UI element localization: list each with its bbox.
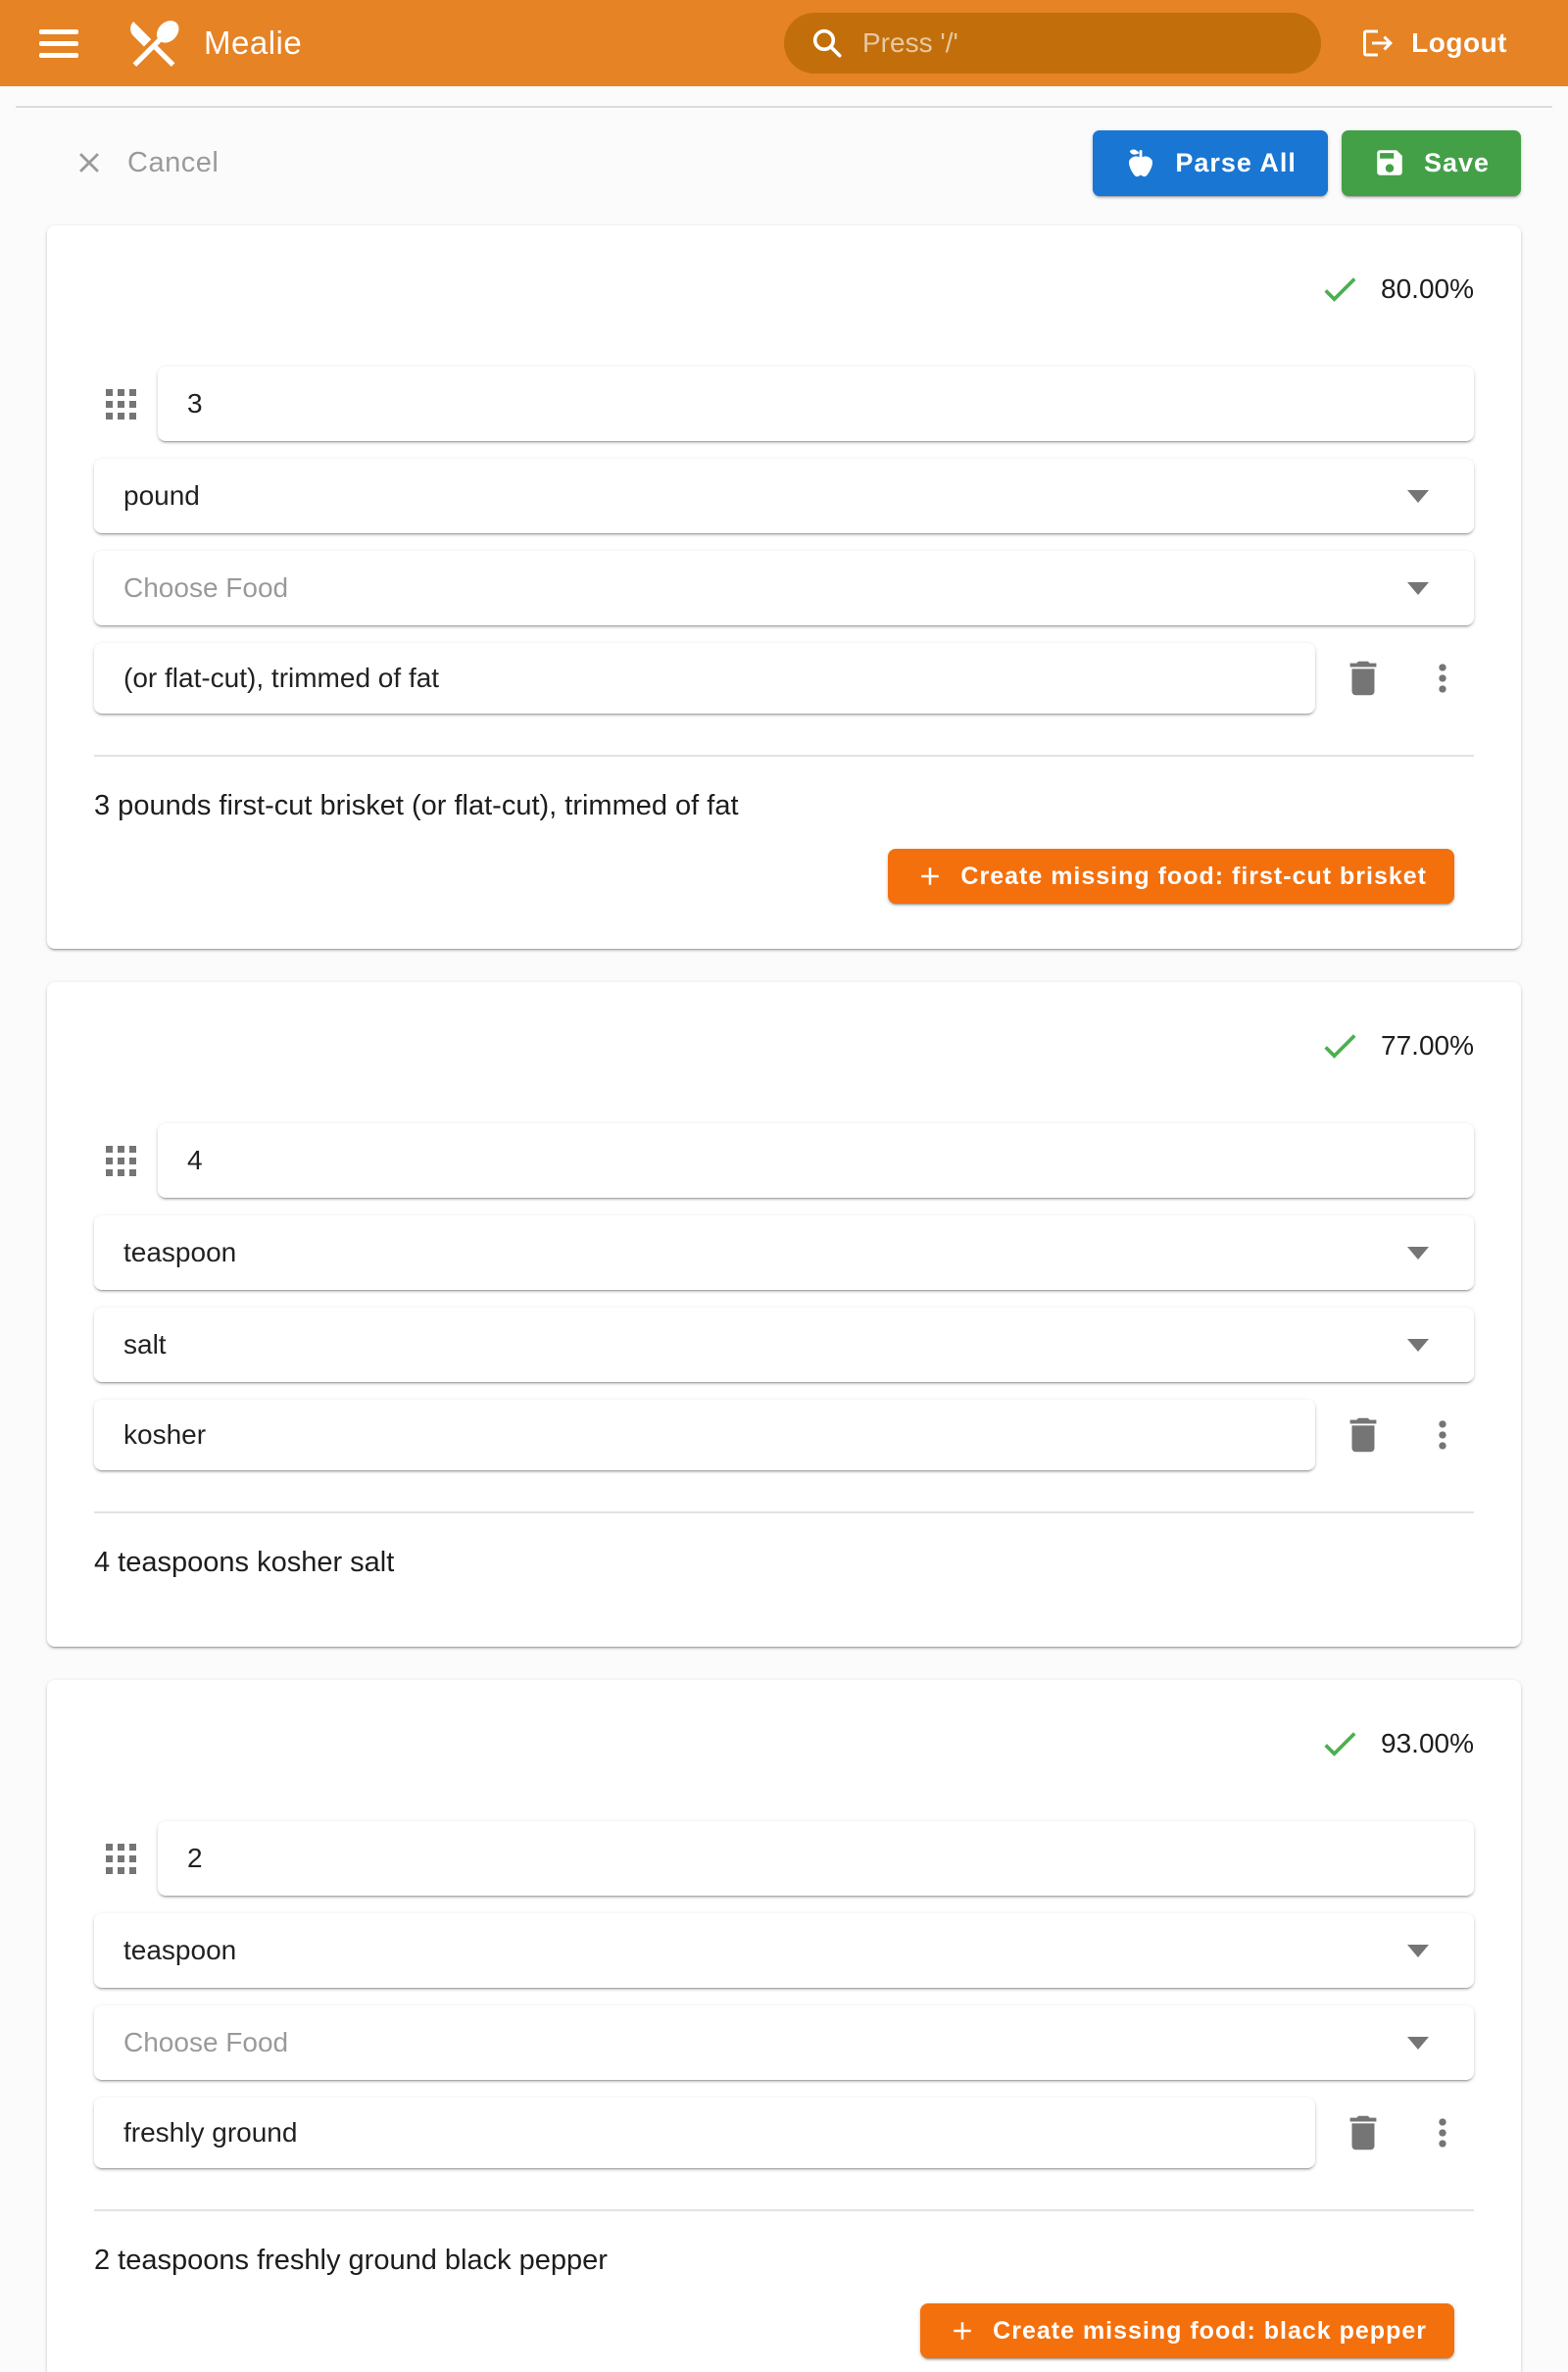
confidence-value: 93.00%	[1381, 1728, 1474, 1758]
chevron-down-icon	[1407, 582, 1429, 595]
save-button[interactable]	[1342, 130, 1521, 196]
more-options-button[interactable]	[1421, 657, 1464, 700]
create-missing-food-label: Create missing food: first-cut brisket	[960, 862, 1427, 890]
trash-icon	[1341, 1412, 1386, 1458]
ingredient-card	[47, 1680, 1521, 2372]
check-icon	[1318, 1722, 1361, 1765]
original-ingredient-text: 2 teaspoons freshly ground black pepper	[94, 2245, 608, 2276]
food-value: salt	[94, 1308, 1474, 1382]
logout-icon	[1360, 25, 1396, 61]
confidence-row	[94, 1721, 1474, 1766]
confidence-row	[94, 1023, 1474, 1068]
confidence-row	[94, 267, 1474, 312]
kebab-menu-icon	[1421, 657, 1464, 700]
trash-icon	[1341, 656, 1386, 701]
search-icon	[809, 25, 845, 61]
drag-handle-icon[interactable]	[106, 389, 136, 420]
parse-all-label: Parse All	[1175, 147, 1297, 177]
ingredient-card	[47, 982, 1521, 1647]
quantity-input[interactable]	[158, 1123, 1474, 1198]
check-icon	[1318, 1024, 1361, 1067]
unit-value: teaspoon	[94, 1913, 1474, 1988]
delete-button[interactable]	[1341, 1412, 1386, 1458]
menu-icon[interactable]	[39, 29, 78, 58]
note-input[interactable]	[94, 1400, 1315, 1470]
cancel-label: Cancel	[127, 146, 220, 178]
parse-all-button[interactable]	[1093, 130, 1328, 196]
header-divider	[16, 106, 1552, 108]
app-title: Mealie	[204, 25, 303, 61]
note-input[interactable]	[94, 643, 1315, 714]
cancel-button[interactable]	[73, 146, 219, 179]
divider	[94, 1511, 1474, 1513]
more-options-button[interactable]	[1421, 2111, 1464, 2154]
kebab-menu-icon	[1421, 2111, 1464, 2154]
logout-label: Logout	[1411, 27, 1507, 58]
logout-button[interactable]	[1360, 0, 1507, 86]
delete-button[interactable]	[1341, 656, 1386, 701]
app-header	[0, 0, 1568, 86]
save-icon	[1373, 146, 1406, 179]
kebab-menu-icon	[1421, 1413, 1464, 1457]
save-label: Save	[1423, 147, 1490, 177]
original-ingredient-text: 3 pounds first-cut brisket (or flat-cut), trimmed of fat	[94, 790, 739, 821]
trash-icon	[1341, 2110, 1386, 2155]
chevron-down-icon	[1407, 1339, 1429, 1352]
plus-icon	[948, 2316, 977, 2346]
unit-value: pound	[94, 459, 1474, 533]
plus-icon	[915, 862, 945, 891]
unit-select[interactable]	[94, 1215, 1474, 1290]
chevron-down-icon	[1407, 490, 1429, 503]
close-icon	[73, 146, 106, 179]
unit-select[interactable]	[94, 1913, 1474, 1988]
confidence-value: 80.00%	[1381, 273, 1474, 304]
apple-icon	[1124, 146, 1157, 179]
food-select[interactable]	[94, 2005, 1474, 2080]
original-ingredient-text: 4 teaspoons kosher salt	[94, 1547, 395, 1578]
chevron-down-icon	[1407, 1247, 1429, 1260]
create-missing-food-button[interactable]	[920, 2303, 1454, 2358]
ingredient-card	[47, 225, 1521, 949]
search-input[interactable]	[784, 13, 1321, 74]
search-placeholder: Press '/'	[862, 27, 958, 58]
more-options-button[interactable]	[1421, 1413, 1464, 1457]
divider	[94, 2209, 1474, 2211]
food-placeholder: Choose Food	[94, 2005, 1474, 2080]
chevron-down-icon	[1407, 1945, 1429, 1957]
unit-select[interactable]	[94, 459, 1474, 533]
food-placeholder: Choose Food	[94, 551, 1474, 625]
create-missing-food-button[interactable]	[888, 849, 1454, 904]
confidence-value: 77.00%	[1381, 1030, 1474, 1061]
create-missing-food-label: Create missing food: black pepper	[993, 2316, 1427, 2345]
divider	[94, 755, 1474, 757]
drag-handle-icon[interactable]	[106, 1844, 136, 1874]
unit-value: teaspoon	[94, 1215, 1474, 1290]
delete-button[interactable]	[1341, 2110, 1386, 2155]
food-select[interactable]	[94, 551, 1474, 625]
quantity-input[interactable]	[158, 1821, 1474, 1896]
check-icon	[1318, 268, 1361, 311]
food-select[interactable]	[94, 1308, 1474, 1382]
restaurant-logo-icon	[123, 13, 184, 74]
drag-handle-icon[interactable]	[106, 1146, 136, 1176]
parser-toolbar	[47, 129, 1521, 196]
note-input[interactable]	[94, 2098, 1315, 2168]
quantity-input[interactable]	[158, 367, 1474, 441]
chevron-down-icon	[1407, 2037, 1429, 2050]
